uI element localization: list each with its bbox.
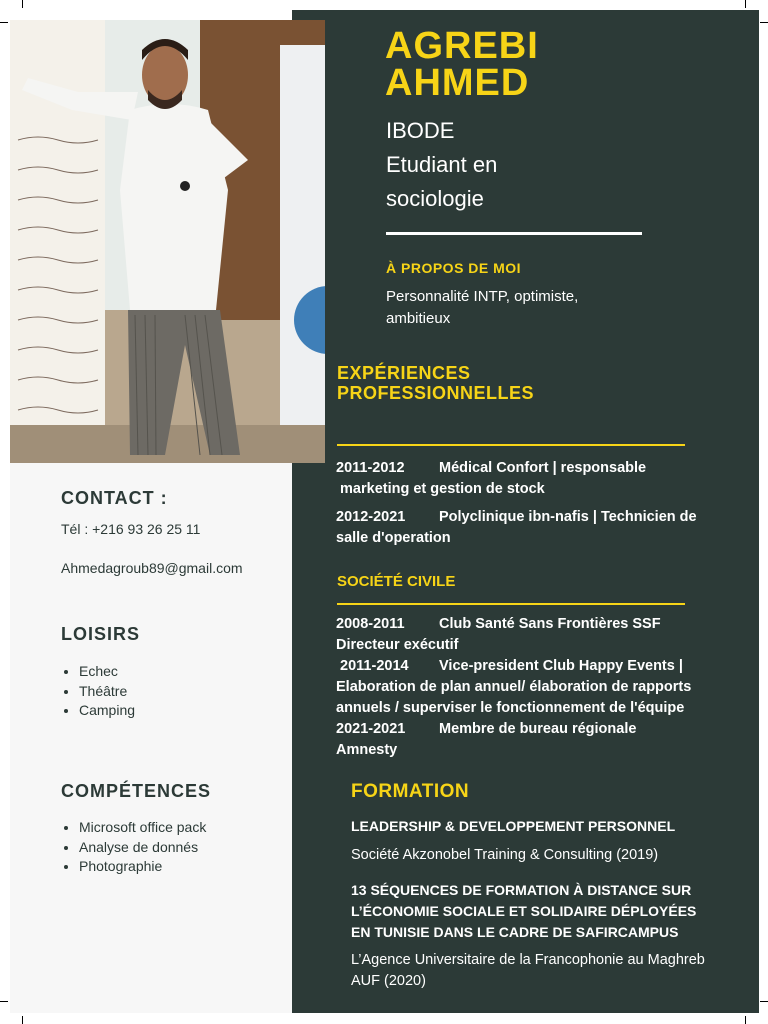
profile-photo [10, 20, 325, 463]
experience-heading-line-2: PROFESSIONNELLES [337, 383, 535, 403]
contact-email[interactable]: Ahmedagroub89@gmail.com [61, 560, 243, 576]
crop-mark [22, 1016, 23, 1024]
formation-title: 13 SÉQUENCES DE FORMATION À DISTANCE SUR L’ÉCONOMIE SOCIALE ET SOLIDAIRE DÉPLOYÉES EN TUNISIE DANS LE CADRE DE SAFIRCAMPUS [351, 882, 697, 940]
formation-institution: Société Akzonobel Training & Consulting (2019) [351, 847, 659, 863]
crop-mark [760, 22, 768, 23]
formation-heading: FORMATION [351, 781, 470, 802]
skills-list [61, 818, 206, 877]
about-heading: À PROPOS DE MOI [386, 260, 522, 276]
civil-years: 2008-2011 [336, 616, 405, 632]
experience-heading [337, 363, 534, 403]
list-item: • Analyse de donnés [79, 838, 206, 858]
crop-mark [745, 0, 746, 8]
civil-text-cont: Directeur exécutif [336, 637, 459, 653]
crop-mark [745, 1016, 746, 1024]
list-item: • Photographie [79, 857, 206, 877]
experience-years: 2011-2012 [336, 460, 405, 476]
civil-society-item [336, 656, 716, 719]
left-sidebar-background [10, 463, 292, 1013]
civil-society-heading: SOCIÉTÉ CIVILE [337, 573, 456, 590]
crop-mark [0, 1001, 8, 1002]
civil-society-list [336, 614, 716, 761]
civil-years: 2021-2021 [336, 721, 406, 737]
formation-institution: L’Agence Universitaire de la Francophonie au Maghreb AUF (2020) [351, 952, 705, 989]
list-item: • Camping [79, 701, 135, 721]
experience-item [336, 458, 716, 500]
skills-heading: COMPÉTENCES [61, 781, 212, 801]
civil-text-cont: Elaboration de plan annuel/ élaboration de rapports annuels / superviser le fonctionnement de l'équipe [336, 679, 692, 716]
civil-society-item [336, 614, 716, 656]
hobbies-heading: LOISIRS [61, 624, 141, 644]
crop-mark [760, 1001, 768, 1002]
civil-text-cont: Amnesty [336, 742, 398, 758]
civil-text: Club Santé Sans Frontières SSF [439, 616, 661, 632]
civil-years: 2011-2014 [336, 658, 409, 674]
experience-years: 2012-2021 [336, 509, 406, 525]
civil-text: Membre de bureau régionale [439, 721, 637, 737]
list-item: • Théâtre [79, 682, 135, 702]
civil-society-divider [337, 603, 685, 605]
civil-text: Vice-president Club Happy Events | [439, 658, 683, 674]
divider [386, 232, 642, 235]
formation-title: LEADERSHIP & DEVELOPPEMENT PERSONNEL [351, 818, 676, 834]
experience-text-cont: salle d'operation [336, 530, 451, 546]
name-line-1: AGREBI [385, 25, 539, 67]
experience-heading-line-1: EXPÉRIENCES [337, 363, 471, 383]
experience-divider [337, 444, 685, 446]
person-name [385, 25, 539, 104]
name-line-2: AHMED [385, 62, 530, 104]
experience-text: Médical Confort | responsable [439, 460, 647, 476]
about-text: Personnalité INTP, optimiste, ambitieux [386, 288, 579, 327]
title-line-2: Etudiant en [386, 152, 498, 177]
experience-text: Polyclinique ibn-nafis | Technicien de [439, 509, 697, 525]
experience-item [336, 507, 716, 549]
title-line-3: sociologie [386, 186, 484, 211]
title-line-1: IBODE [386, 118, 455, 143]
job-title [386, 114, 626, 216]
formation-item [351, 816, 711, 866]
list-item: • Microsoft office pack [79, 818, 206, 838]
hobbies-list [61, 662, 135, 721]
contact-phone: Tél : +216 93 26 25 11 [61, 521, 201, 537]
civil-society-item [336, 719, 716, 761]
contact-heading: CONTACT : [61, 488, 168, 508]
crop-mark [0, 22, 8, 23]
experience-text-cont: marketing et gestion de stock [336, 481, 545, 497]
formation-item [351, 880, 711, 992]
crop-mark [22, 0, 23, 8]
experience-list [336, 458, 716, 556]
list-item: • Echec [79, 662, 135, 682]
